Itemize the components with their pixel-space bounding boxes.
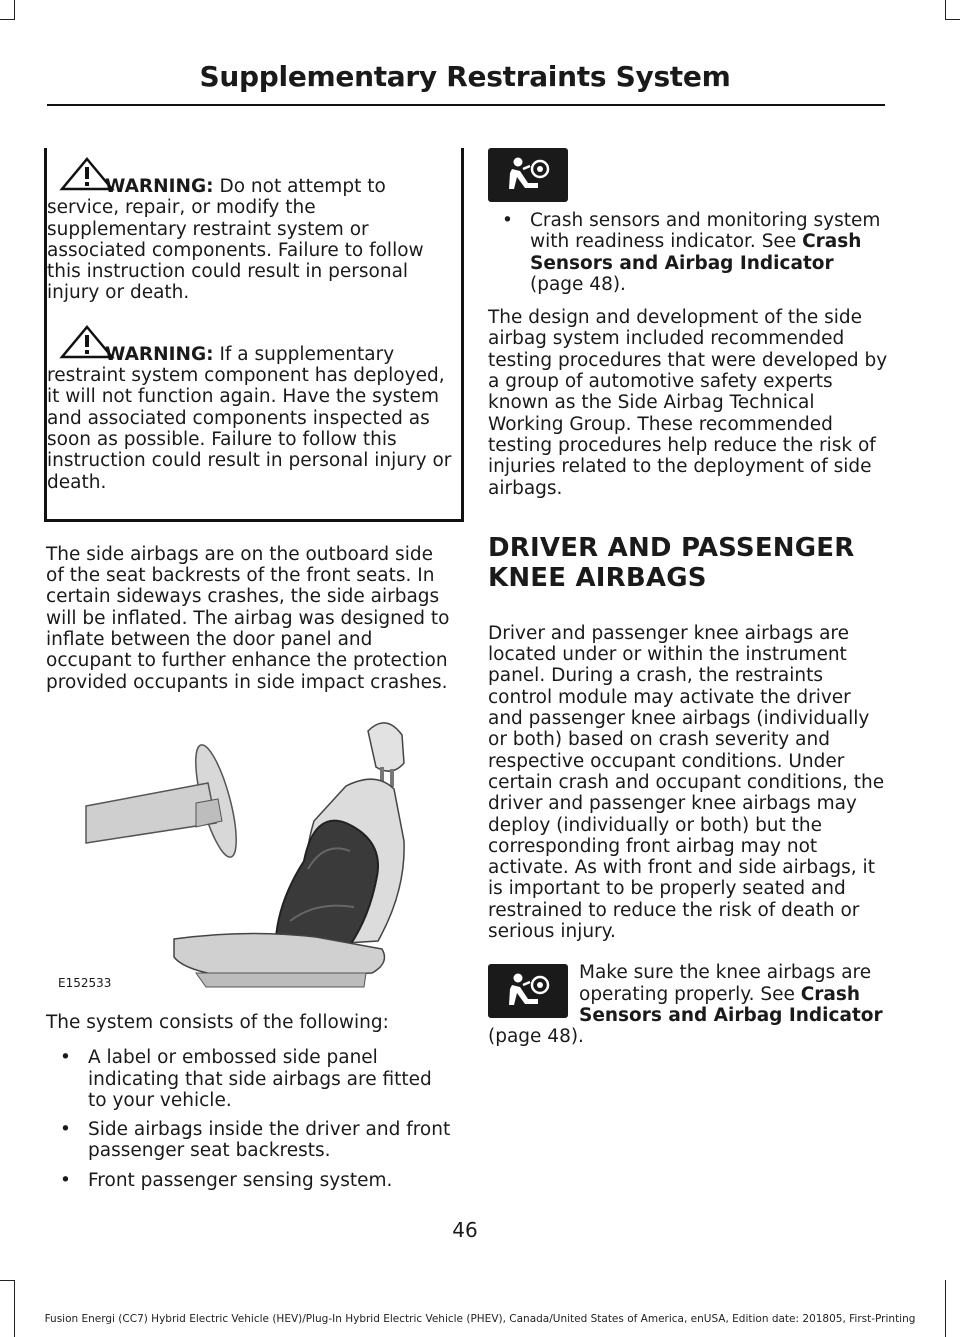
crash-sensors-link[interactable]: Crash Sensors and Airbag Indicator bbox=[579, 983, 883, 1026]
airbag-indicator-icon bbox=[488, 148, 568, 202]
knee-check-paragraph: Make sure the knee airbags are operating properly. See Crash Sensors and Airbag Indicator (page 48). bbox=[488, 962, 883, 1048]
crop-mark bbox=[0, 19, 15, 20]
bullet: • bbox=[60, 1047, 71, 1069]
crop-mark bbox=[945, 1280, 946, 1337]
header-rule bbox=[47, 104, 885, 106]
list-item: • Front passenger sensing system. bbox=[60, 1169, 393, 1191]
footer-text: Fusion Energi (CC7) Hybrid Electric Vehicle (HEV)/Plug-In Hybrid Electric Vehicle (PHEV), Canada/United States of America, enUSA, Edition date: 201805, First-Printing bbox=[44, 1313, 916, 1325]
list-item: • A label or embossed side panel indicating that side airbags are fitted to your vehicle. bbox=[60, 1047, 432, 1111]
crop-mark bbox=[0, 1280, 15, 1281]
right-column bbox=[488, 148, 888, 1048]
warning-text: restraint system component has deployed, it will not function again. Have the system and associated components inspected as soon as possible. Failure to follow this instruction could result in personal injury or death. bbox=[47, 365, 452, 493]
crop-mark bbox=[14, 1280, 15, 1337]
right-bullet-list bbox=[488, 210, 888, 295]
design-paragraph: The design and development of the side airbag system included recommended testing procedures that were developed by a group of automotive safety experts known as the Side Airbag Technical Working Group. These recommended testing procedures help reduce the risk of injuries related to the deployment of side airbags. bbox=[488, 307, 888, 499]
warning-text-inline: Do not attempt to bbox=[213, 176, 386, 197]
bullet: • bbox=[60, 1119, 71, 1141]
warning-label: WARNING: bbox=[105, 343, 214, 365]
crash-sensors-link[interactable]: Crash Sensors and Airbag Indicator bbox=[530, 231, 862, 274]
knee-airbags-paragraph: Driver and passenger knee airbags are located under or within the instrument panel. During a crash, the restraints control module may activate the driver and passenger knee airbags (individually or both) based on crash severity and respective occupant conditions. Under certain crash and occupant conditions, the driver and passenger knee airbags may deploy (individually or both) but the corresponding front airbag may not activate. As with front and side airbags, it is important to be properly seated and restrained to reduce the risk of death or serious injury. bbox=[488, 622, 885, 943]
list-item: • Side airbags inside the driver and front passenger seat backrests. bbox=[60, 1119, 451, 1162]
warning-2 bbox=[47, 344, 453, 493]
bullet: • bbox=[60, 1169, 71, 1191]
page-number: 46 bbox=[452, 1218, 478, 1242]
bullet: • bbox=[502, 210, 513, 231]
crop-mark bbox=[945, 0, 946, 20]
warning-triangle-icon bbox=[59, 156, 115, 196]
seat-illustration bbox=[46, 711, 456, 996]
system-list bbox=[46, 1047, 456, 1191]
list-item: • Crash sensors and monitoring system with readiness indicator. See Crash Sensors and Airbag Indicator (page 48). bbox=[502, 210, 881, 295]
warning-text-inline: If a supplementary bbox=[213, 343, 395, 365]
figure-code: E152533 bbox=[58, 975, 112, 990]
warning-1 bbox=[47, 176, 453, 304]
crop-mark bbox=[14, 0, 15, 20]
warning-label: WARNING: bbox=[105, 176, 214, 197]
warning-box bbox=[44, 148, 464, 522]
airbag-indicator-icon bbox=[488, 964, 568, 1018]
warning-triangle-icon bbox=[59, 324, 115, 364]
left-column bbox=[46, 148, 456, 1199]
warning-text: service, repair, or modify the supplementary restraint system or associated components. Failure to follow this instruction could result in personal injury or death. bbox=[47, 197, 424, 304]
side-airbags-paragraph: The side airbags are on the outboard side of the seat backrests of the front seats. In certain sideways crashes, the side airbags will be inflated. The airbag was designed to inflate between the door panel and occupant to further enhance the protection provided occupants in side impact crashes. bbox=[46, 543, 450, 693]
section-heading: DRIVER AND PASSENGER KNEE AIRBAGS bbox=[488, 532, 855, 593]
crop-mark bbox=[945, 19, 960, 20]
seat-airbag-figure bbox=[46, 711, 456, 996]
page-title: Supplementary Restraints System bbox=[199, 60, 731, 93]
system-intro: The system consists of the following: bbox=[46, 1011, 389, 1033]
